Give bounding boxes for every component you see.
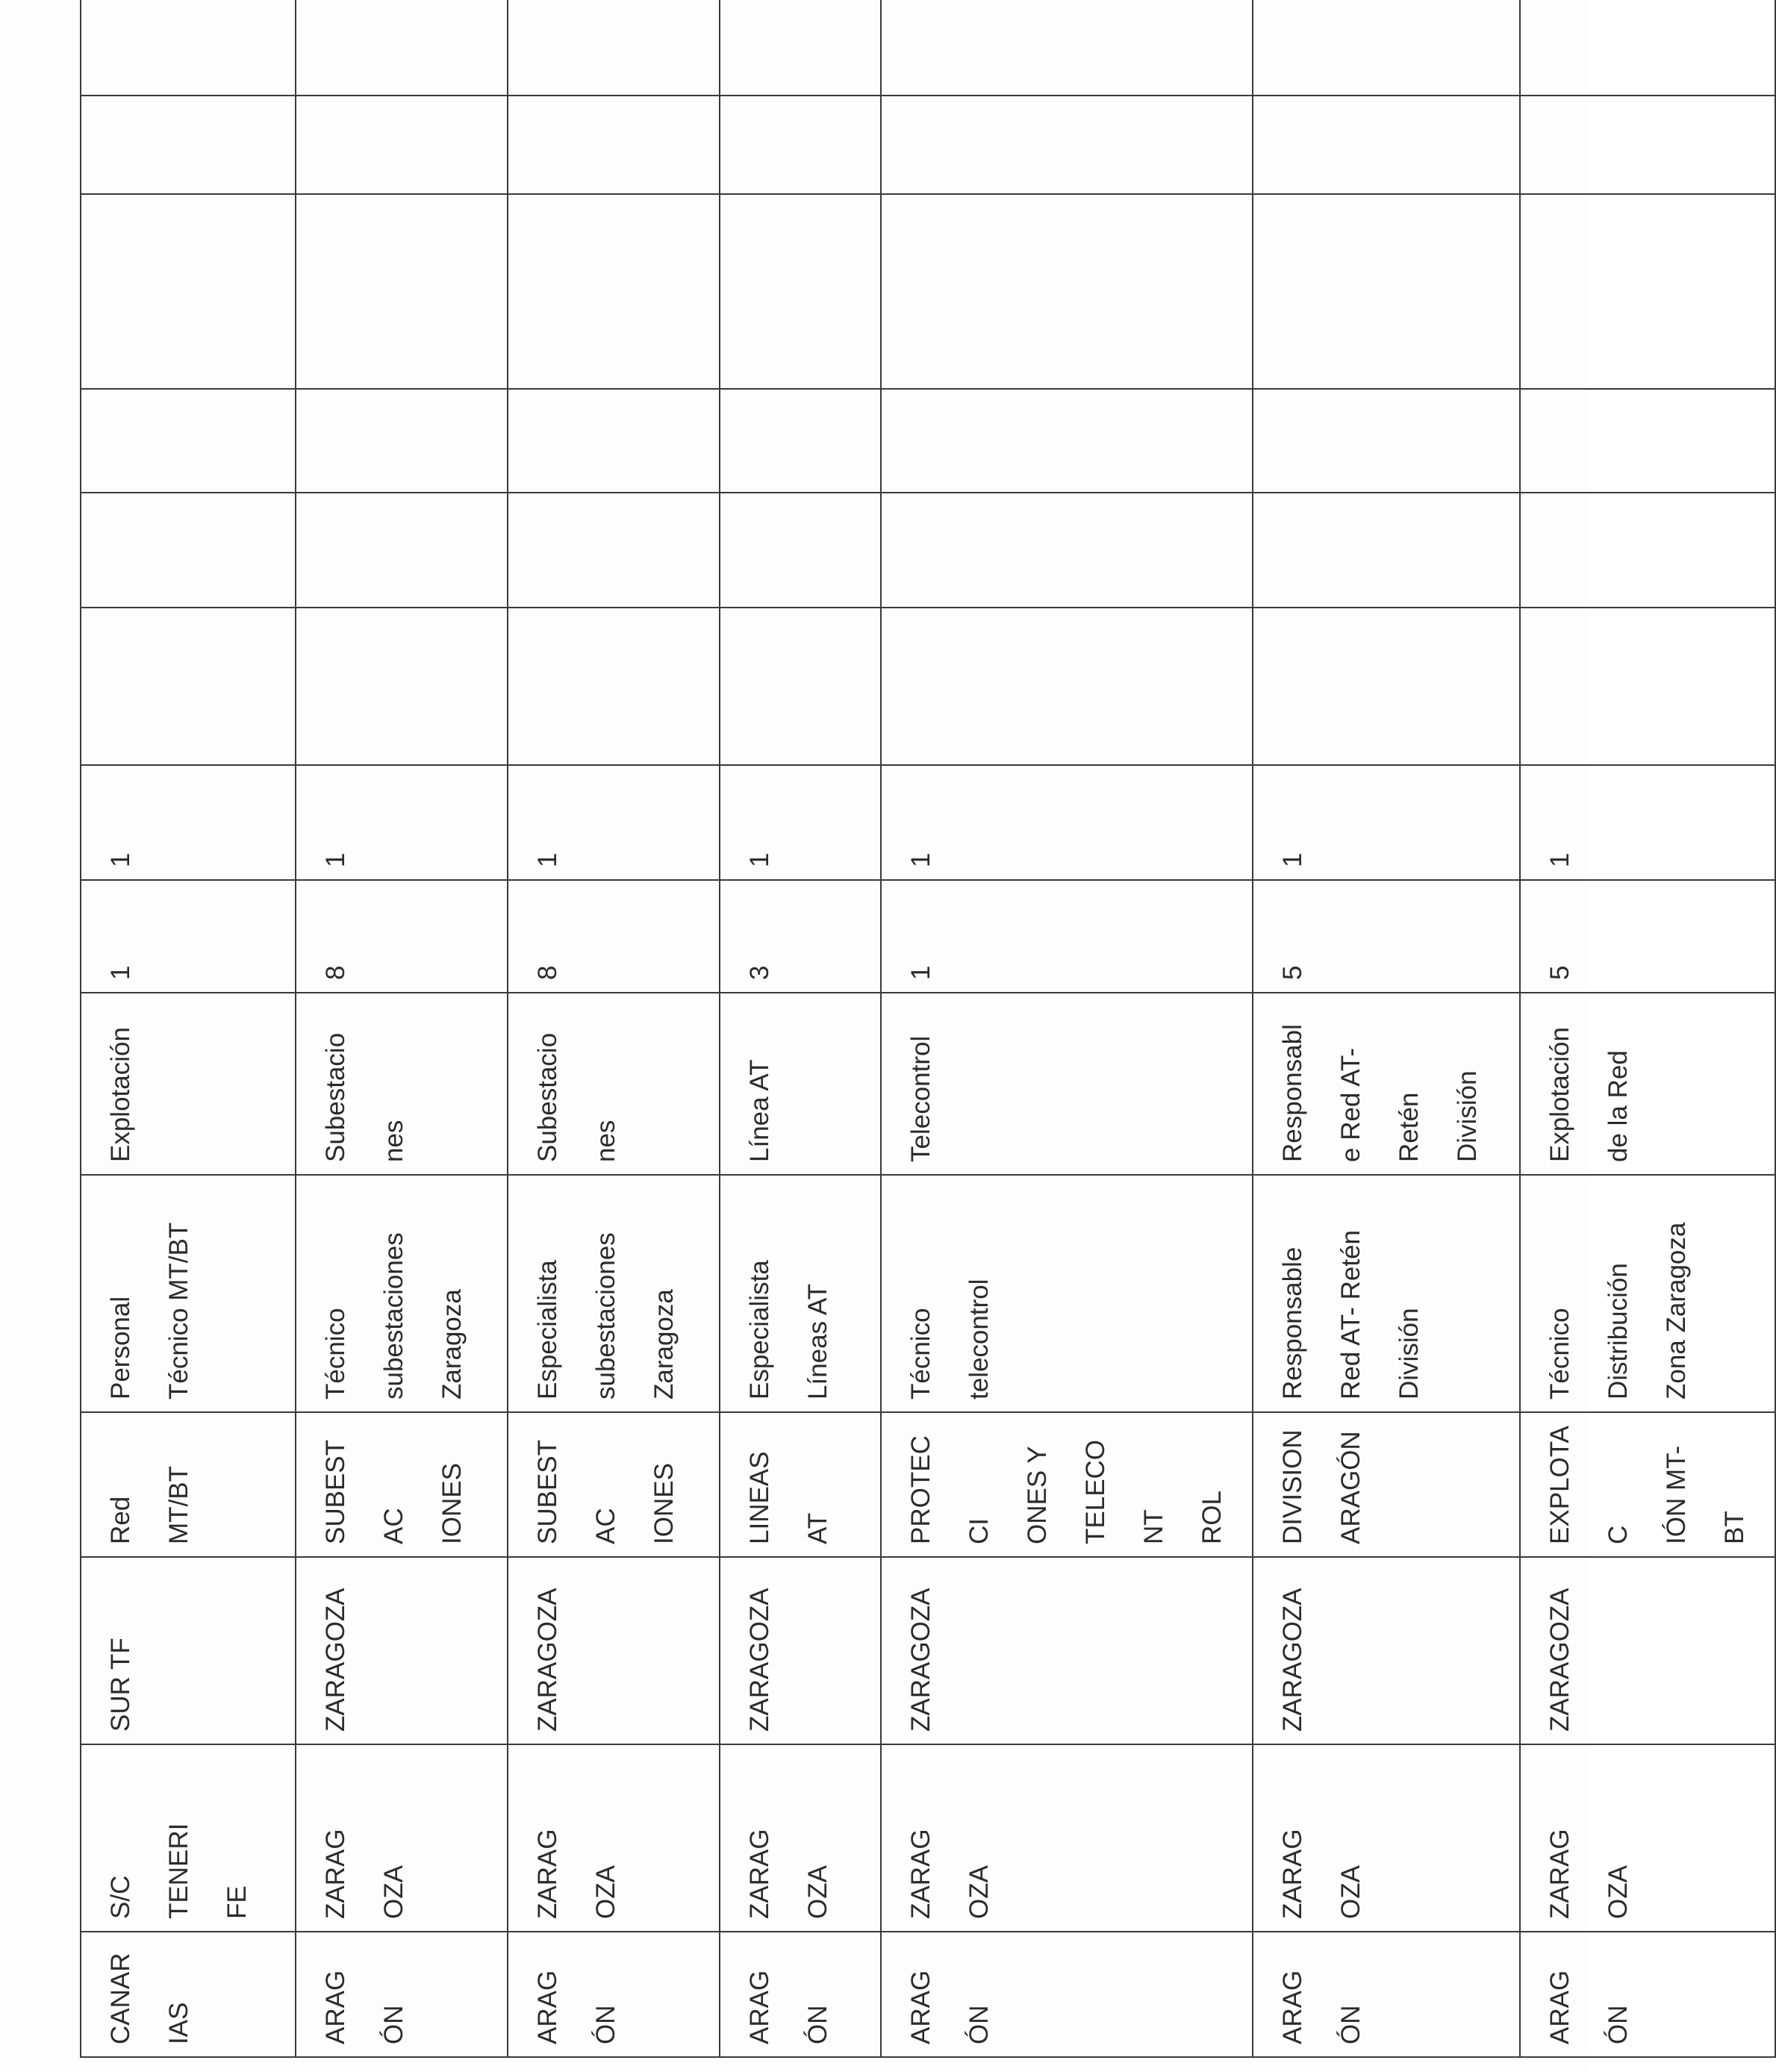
table-cell (296, 194, 508, 389)
table-cell: ZARAG OZA (1520, 1744, 1775, 1932)
table-cell: ARAG ÓN (1520, 1932, 1775, 2057)
table-cell (881, 608, 1253, 765)
table-cell: SUR TF (81, 1557, 296, 1744)
table-body (81, 0, 1775, 2057)
table-cell: CANAR IAS (81, 1932, 296, 2057)
table-cell: 1 (881, 765, 1253, 880)
table-cell: 1 (296, 765, 508, 880)
table-cell: Telecontrol (881, 993, 1253, 1175)
table-cell: DIVISION ARAGÓN (1253, 1412, 1520, 1557)
table-cell: SUBESTAC IONES (508, 1412, 720, 1557)
table-row (296, 0, 508, 2057)
table-cell: 1 (81, 880, 296, 993)
table-cell: ZARAG OZA (720, 1744, 881, 1932)
rotated-table-container (80, 16, 1749, 2058)
table-cell (881, 96, 1253, 194)
table-cell: ARAG ÓN (508, 1932, 720, 2057)
table-cell: Técnico subestaciones Zaragoza (296, 1175, 508, 1412)
table-cell (881, 194, 1253, 389)
table-cell: ARAG ÓN (1253, 1932, 1520, 2057)
table-cell: ARAG ÓN (720, 1932, 881, 2057)
table-cell: 8 (508, 880, 720, 993)
table-cell (881, 389, 1253, 493)
table-cell (508, 389, 720, 493)
table-cell: ZARAGOZA (881, 1557, 1253, 1744)
table-cell: ZARAGOZA (1520, 1557, 1775, 1744)
table-cell (296, 96, 508, 194)
table-cell: PROTECCI ONES Y TELECONT ROL (881, 1412, 1253, 1557)
table-cell: SUBESTAC IONES (296, 1412, 508, 1557)
table-cell (508, 493, 720, 608)
table-cell: EXPLOTAC IÓN MT- BT (1520, 1412, 1775, 1557)
table-cell: Red MT/BT (81, 1412, 296, 1557)
table-cell: Explotación de la Red (1520, 993, 1775, 1175)
table-cell (720, 0, 881, 96)
table-row (1253, 0, 1520, 2057)
table-cell: 1 (720, 765, 881, 880)
table-cell (81, 389, 296, 493)
table-cell: Responsabl e Red AT- Retén División (1253, 993, 1520, 1175)
table-cell: ARAG ÓN (296, 1932, 508, 2057)
table-row (720, 0, 881, 2057)
staffing-table (80, 0, 1776, 2058)
table-cell: 1 (1253, 765, 1520, 880)
table-cell (1253, 194, 1520, 389)
table-cell: 5 (1520, 880, 1775, 993)
table-cell (508, 194, 720, 389)
table-cell: ZARAG OZA (1253, 1744, 1520, 1932)
table-cell (296, 0, 508, 96)
table-cell: ZARAG OZA (508, 1744, 720, 1932)
table-cell: Línea AT (720, 993, 881, 1175)
table-cell: 1 (508, 765, 720, 880)
table-cell: Responsable Red AT- Retén División (1253, 1175, 1520, 1412)
table-cell: S/C TENERI FE (81, 1744, 296, 1932)
table-cell (296, 493, 508, 608)
table-cell: 5 (1253, 880, 1520, 993)
table-cell (1253, 389, 1520, 493)
table-cell (720, 608, 881, 765)
table-cell (720, 493, 881, 608)
table-cell: Explotación (81, 993, 296, 1175)
table-row (1520, 0, 1775, 2057)
table-cell: 3 (720, 880, 881, 993)
table-cell: ZARAGOZA (296, 1557, 508, 1744)
table-cell (1520, 389, 1775, 493)
table-cell (508, 96, 720, 194)
table-cell (1520, 0, 1775, 96)
table-cell (81, 0, 296, 96)
table-cell: ARAG ÓN (881, 1932, 1253, 2057)
table-cell (1253, 0, 1520, 96)
table-cell (1253, 493, 1520, 608)
table-cell (81, 194, 296, 389)
table-cell: 8 (296, 880, 508, 993)
table-cell (1253, 608, 1520, 765)
table-cell (81, 608, 296, 765)
table-cell: 1 (81, 765, 296, 880)
table-cell (1520, 194, 1775, 389)
table-cell: Personal Técnico MT/BT (81, 1175, 296, 1412)
table-cell: 1 (1520, 765, 1775, 880)
table-cell (881, 493, 1253, 608)
table-cell: ZARAGOZA (720, 1557, 881, 1744)
table-cell (1253, 96, 1520, 194)
table-cell (720, 194, 881, 389)
table-cell (81, 96, 296, 194)
table-row (508, 0, 720, 2057)
table-cell (720, 96, 881, 194)
table-cell: ZARAG OZA (296, 1744, 508, 1932)
table-cell (296, 389, 508, 493)
table-cell: ZARAGOZA (508, 1557, 720, 1744)
table-cell: ZARAGOZA (1253, 1557, 1520, 1744)
table-cell: LINEAS AT (720, 1412, 881, 1557)
table-row (81, 0, 296, 2057)
table-row (881, 0, 1253, 2057)
table-cell (296, 608, 508, 765)
table-cell (1520, 96, 1775, 194)
table-cell (881, 0, 1253, 96)
table-cell (508, 608, 720, 765)
table-cell: Técnico Distribución Zona Zaragoza (1520, 1175, 1775, 1412)
table-cell (508, 0, 720, 96)
table-cell (1520, 493, 1775, 608)
table-cell: Especialista Líneas AT (720, 1175, 881, 1412)
table-cell: Subestacio nes (508, 993, 720, 1175)
table-cell (81, 493, 296, 608)
table-cell: Especialista subestaciones Zaragoza (508, 1175, 720, 1412)
table-cell: Técnico telecontrol (881, 1175, 1253, 1412)
table-cell (1520, 608, 1775, 765)
table-cell: Subestacio nes (296, 993, 508, 1175)
table-cell: 1 (881, 880, 1253, 993)
table-cell (720, 389, 881, 493)
table-cell: ZARAG OZA (881, 1744, 1253, 1932)
